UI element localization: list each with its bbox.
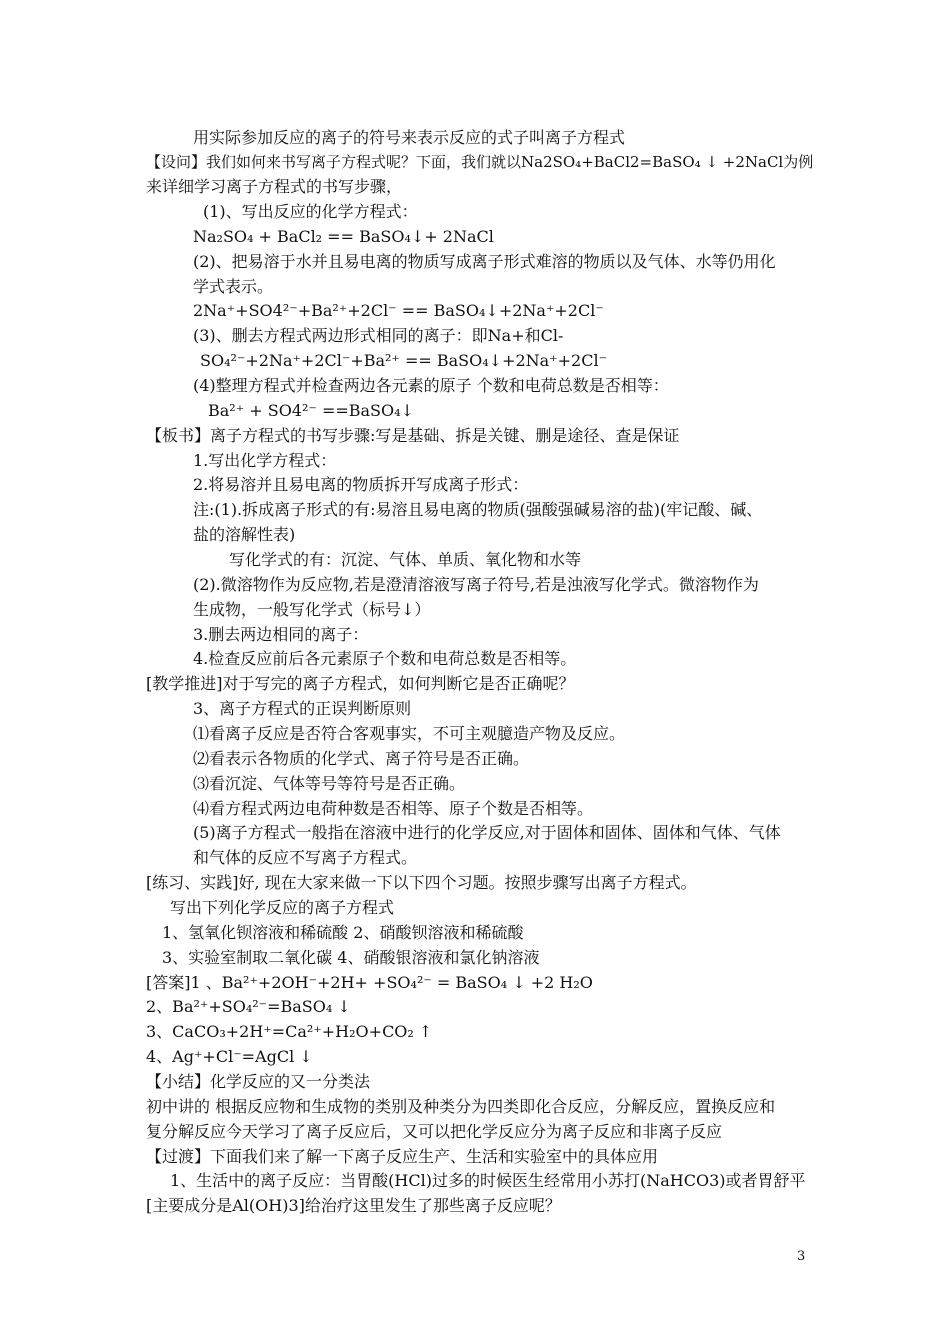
- text-line: 3、实验室制取二氧化碳 4、硝酸银溶液和氯化钠溶液: [162, 948, 540, 967]
- text-line: ⑷看方程式两边电荷种数是否相等、原子个数是否相等。: [193, 799, 594, 818]
- page-number: 3: [797, 1249, 806, 1264]
- text-line: ⑶看沉淀、气体等号等符号是否正确。: [193, 774, 466, 793]
- text-line: 1.写出化学方程式：: [193, 451, 337, 470]
- text-line: 【设问】我们如何来书写离子方程式呢？下面，我们就以Na2SO₄+BaCl2=BaSO₄ ↓ +2NaCl为例: [146, 153, 814, 171]
- text-line: ⑵看表示各物质的化学式、离子符号是否正确。: [193, 749, 530, 768]
- text-line: [练习、实践]好, 现在大家来做一下以下四个习题。按照步骤写出离子方程式。: [146, 873, 697, 892]
- text-line: 3、CaCO₃+2H⁺=Ca²⁺+H₂O+CO₂ ↑: [146, 1022, 433, 1041]
- text-line: 注:(1).拆成离子形式的有:易溶且易电离的物质(强酸强碱易溶的盐)(牢记酸、碱、: [193, 500, 763, 519]
- text-line: 2Na⁺+SO4²⁻+Ba²⁺+2Cl⁻ == BaSO₄↓+2Na⁺+2Cl⁻: [193, 301, 604, 320]
- text-line: 2.将易溶并且易电离的物质拆开写成离子形式：: [193, 475, 529, 494]
- text-line: 盐的溶解性表): [193, 525, 296, 544]
- text-line: 用实际参加反应的离子的符号来表示反应的式子叫离子方程式: [193, 128, 626, 147]
- text-line: 生成物，一般写化学式（标号↓）: [193, 600, 431, 619]
- text-line: 学式表示。: [193, 277, 274, 296]
- text-line: [教学推进]对于写完的离子方程式，如何判断它是否正确呢？: [146, 674, 575, 693]
- text-line: [主要成分是Al(OH)3]给治疗这里发生了那些离子反应呢？: [146, 1196, 561, 1215]
- text-line: SO₄²⁻+2Na⁺+2Cl⁻+Ba²⁺ == BaSO₄↓+2Na⁺+2Cl⁻: [200, 351, 608, 370]
- text-line: Ba²⁺ + SO4²⁻ ==BaSO₄↓: [208, 401, 414, 420]
- text-line: Na₂SO₄ + BaCl₂ == BaSO₄↓+ 2NaCl: [193, 227, 494, 246]
- text-line: 写化学式的有：沉淀、气体、单质、氧化物和水等: [229, 550, 582, 569]
- text-line: (4)整理方程式并检查两边各元素的原子 个数和电荷总数是否相等：: [193, 376, 669, 395]
- text-line: 2、Ba²⁺+SO₄²⁻=BaSO₄ ↓: [146, 997, 351, 1016]
- text-line: (1)、写出反应的化学方程式：: [203, 202, 418, 221]
- text-line: 1、生活中的离子反应：当胃酸(HCl)过多的时候医生经常用小苏打(NaHCO3)或者胃舒平: [170, 1171, 806, 1190]
- text-line: (2).微溶物作为反应物,若是澄清溶液写离子符号,若是浊液写化学式。微溶物作为: [193, 575, 759, 594]
- text-line: 复分解反应今天学习了离子反应后，又可以把化学反应分为离子反应和非离子反应: [146, 1122, 723, 1141]
- text-line: 写出下列化学反应的离子方程式: [170, 898, 395, 917]
- text-line: (3)、删去方程式两边形式相同的离子：即Na+和Cl-: [193, 326, 564, 345]
- text-line: 3、离子方程式的正误判断原则: [193, 699, 412, 718]
- text-line: 1、氢氧化钡溶液和稀硫酸 2、硝酸钡溶液和稀硫酸: [162, 923, 524, 942]
- text-line: ⑴看离子反应是否符合客观事实，不可主观臆造产物及反应。: [193, 724, 626, 743]
- text-line: 4.检查反应前后各元素原子个数和电荷总数是否相等。: [193, 649, 577, 668]
- text-line: 3.删去两边相同的离子：: [193, 625, 369, 644]
- text-line: 来详细学习离子方程式的书写步骤，: [146, 177, 403, 196]
- text-line: 4、Ag⁺+Cl⁻=AgCl ↓: [146, 1047, 313, 1066]
- text-line: (2)、把易溶于水并且易电离的物质写成离子形式难溶的物质以及气体、水等仍用化: [193, 252, 776, 271]
- text-line: 【过渡】下面我们来了解一下离子反应生产、生活和实验室中的具体应用: [146, 1147, 659, 1166]
- text-line: 【小结】化学反应的又一分类法: [146, 1072, 371, 1091]
- text-line: 和气体的反应不写离子方程式。: [193, 848, 418, 867]
- text-line: (5)离子方程式一般指在溶液中进行的化学反应,对于固体和固体、固体和气体、气体: [193, 823, 781, 842]
- text-line: [答案]1 、Ba²⁺+2OH⁻+2H+ +SO₄²⁻ = BaSO₄ ↓ +2 H₂O: [146, 973, 593, 992]
- text-line: 【板书】离子方程式的书写步骤:写是基础、拆是关键、删是途径、查是保证: [146, 426, 680, 445]
- text-line: 初中讲的 根据反应物和生成物的类别及种类分为四类即化合反应，分解反应，置换反应和: [146, 1097, 776, 1116]
